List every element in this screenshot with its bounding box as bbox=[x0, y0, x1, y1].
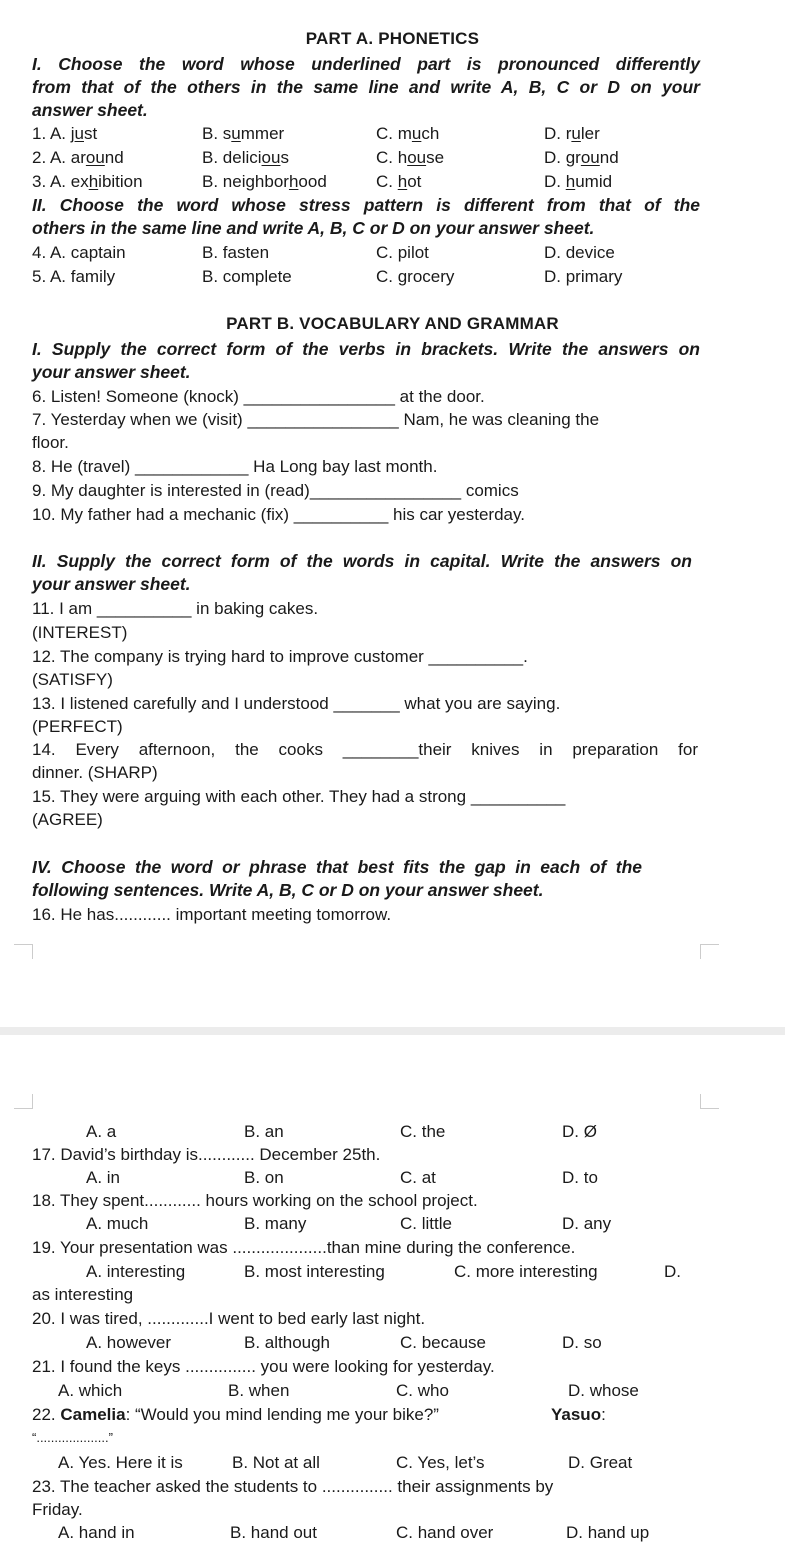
option-5a: 5. A. family bbox=[32, 267, 116, 286]
underlined-part: ou bbox=[261, 148, 281, 167]
option-22c: C. Yes, let’s bbox=[396, 1453, 485, 1472]
option-21b: B. when bbox=[228, 1381, 290, 1400]
question-20: 20. I was tired, .............I went to bed early last night. bbox=[32, 1309, 426, 1328]
section-instruction: your answer sheet. bbox=[32, 362, 191, 382]
question-7: 7. Yesterday when we (visit) ________________ Nam, he was cleaning the bbox=[32, 410, 600, 429]
section-instruction: following sentences. Write A, B, C or D on your answer sheet. bbox=[32, 880, 544, 900]
question-21: 21. I found the keys ............... you were looking for yesterday. bbox=[32, 1357, 495, 1376]
option-5b: B. complete bbox=[202, 267, 292, 286]
speaker-name: Camelia bbox=[60, 1405, 126, 1424]
part-a-title: PART A. PHONETICS bbox=[305, 29, 480, 48]
option-16b: B. an bbox=[244, 1122, 284, 1141]
answer-blank: ________________ bbox=[247, 410, 399, 429]
section-instruction: II. Choose the word whose stress pattern is different from that of the bbox=[32, 195, 700, 215]
question-11: 11. I am __________ in baking cakes. bbox=[32, 599, 319, 618]
answer-blank: _______ bbox=[333, 694, 400, 713]
answer-blank: __________ bbox=[96, 599, 192, 618]
question-7-cont: floor. bbox=[32, 433, 69, 452]
question-10: 10. My father had a mechanic (fix) __________ his car yesterday. bbox=[32, 505, 525, 524]
option-20a: A. however bbox=[86, 1333, 172, 1352]
option-22d: D. Great bbox=[568, 1453, 633, 1472]
option-19d-cont: as interesting bbox=[32, 1285, 134, 1304]
section-instruction: I. Choose the word whose underlined part is pronounced differently bbox=[32, 54, 700, 74]
option-18b: B. many bbox=[244, 1214, 307, 1233]
section-instruction: others in the same line and write A, B, C or D on your answer sheet. bbox=[32, 218, 595, 238]
option-3a: 3. A. exhibition bbox=[32, 172, 143, 191]
option-16a: A. a bbox=[86, 1122, 117, 1141]
answer-blank: ________________ bbox=[309, 481, 462, 500]
section-instruction: your answer sheet. bbox=[32, 574, 191, 594]
corner-mark bbox=[700, 1094, 719, 1109]
underlined-part: u bbox=[231, 124, 241, 143]
option-4b: B. fasten bbox=[202, 243, 270, 262]
option-17c: C. at bbox=[400, 1168, 436, 1187]
underlined-part: h bbox=[288, 172, 299, 191]
option-23b: B. hand out bbox=[230, 1523, 317, 1542]
option-16c: C. the bbox=[400, 1122, 446, 1141]
option-19c: C. more interesting bbox=[454, 1262, 598, 1281]
option-21d: D. whose bbox=[568, 1381, 639, 1400]
option-21a: A. which bbox=[58, 1381, 123, 1400]
section-instruction: IV. Choose the word or phrase that best fits the gap in each of the bbox=[32, 857, 642, 877]
option-19d: D. bbox=[664, 1262, 681, 1281]
question-11-word: (INTEREST) bbox=[32, 623, 128, 642]
underlined-part: h bbox=[565, 172, 576, 191]
question-13: 13. I listened carefully and I understood _______ what you are saying. bbox=[32, 694, 561, 713]
question-8: 8. He (travel) ____________ Ha Long bay last month. bbox=[32, 457, 438, 476]
option-4d: D. device bbox=[544, 243, 615, 262]
question-17: 17. David’s birthday is............ December 25th. bbox=[32, 1145, 381, 1164]
option-1b: B. summer bbox=[202, 124, 285, 143]
underlined-part: u bbox=[571, 124, 581, 143]
option-3c: C. hot bbox=[376, 172, 422, 191]
option-2c: C. house bbox=[376, 148, 445, 167]
question-23: 23. The teacher asked the students to ............... their assignments by bbox=[32, 1477, 554, 1496]
question-18: 18. They spent............ hours working on the school project. bbox=[32, 1191, 478, 1210]
question-14-cont: dinner. (SHARP) bbox=[32, 763, 158, 782]
option-2b: B. delicious bbox=[202, 148, 289, 167]
option-1c: C. much bbox=[376, 124, 440, 143]
option-23c: C. hand over bbox=[396, 1523, 494, 1542]
underlined-part: ou bbox=[580, 148, 600, 167]
option-18d: D. any bbox=[562, 1214, 612, 1233]
answer-blank: __________ bbox=[470, 787, 566, 806]
speaker-name: Yasuo bbox=[551, 1405, 602, 1424]
question-15: 15. They were arguing with each other. They had a strong __________ bbox=[32, 787, 566, 806]
answer-blank: __________ bbox=[428, 647, 524, 666]
question-23-cont: Friday. bbox=[32, 1500, 83, 1519]
section-instruction: answer sheet. bbox=[32, 100, 148, 120]
section-instruction: I. Supply the correct form of the verbs in brackets. Write the answers on bbox=[32, 339, 700, 359]
section-instruction: II. Supply the correct form of the words in capital. Write the answers on bbox=[32, 551, 692, 571]
option-17b: B. on bbox=[244, 1168, 284, 1187]
question-22: 22. Camelia: “Would you mind lending me your bike?” bbox=[32, 1405, 439, 1424]
option-23a: A. hand in bbox=[58, 1523, 135, 1542]
question-13-word: (PERFECT) bbox=[32, 717, 123, 736]
option-22a: A. Yes. Here it is bbox=[58, 1453, 183, 1472]
answer-blank: ____________ bbox=[134, 457, 249, 476]
underlined-part: ou bbox=[407, 148, 427, 167]
option-19b: B. most interesting bbox=[244, 1262, 385, 1281]
part-b-title: PART B. VOCABULARY AND GRAMMAR bbox=[226, 314, 559, 333]
option-17d: D. to bbox=[562, 1168, 598, 1187]
section-instruction: from that of the others in the same line and write A, B, C or D on your bbox=[32, 77, 700, 97]
option-1a: 1. A. just bbox=[32, 124, 98, 143]
option-3d: D. humid bbox=[544, 172, 613, 191]
question-6: 6. Listen! Someone (knock) ________________ at the door. bbox=[32, 387, 485, 406]
underlined-part: h bbox=[88, 172, 99, 191]
underlined-part: u bbox=[74, 124, 84, 143]
option-22b: B. Not at all bbox=[232, 1453, 320, 1472]
question-16: 16. He has............ important meeting tomorrow. bbox=[32, 905, 392, 924]
option-20d: D. so bbox=[562, 1333, 602, 1352]
corner-mark bbox=[14, 1094, 33, 1109]
corner-mark bbox=[14, 944, 33, 959]
option-21c: C. who bbox=[396, 1381, 449, 1400]
option-20c: C. because bbox=[400, 1333, 486, 1352]
underlined-part: h bbox=[397, 172, 408, 191]
question-14: 14. Every afternoon, the cooks ________their knives in preparation for bbox=[32, 740, 698, 759]
underlined-part: ou bbox=[85, 148, 105, 167]
option-23d: D. hand up bbox=[566, 1523, 650, 1542]
question-19: 19. Your presentation was ....................than mine during the conference. bbox=[32, 1238, 576, 1257]
option-4a: 4. A. captain bbox=[32, 243, 126, 262]
option-16d: D. Ø bbox=[562, 1122, 597, 1141]
option-5c: C. grocery bbox=[376, 267, 455, 286]
question-12: 12. The company is trying hard to improve customer __________. bbox=[32, 647, 528, 666]
option-3b: B. neighborhood bbox=[202, 172, 327, 191]
option-17a: A. in bbox=[86, 1168, 121, 1187]
page-separator bbox=[0, 1027, 785, 1035]
option-4c: C. pilot bbox=[376, 243, 429, 262]
question-9: 9. My daughter is interested in (read)________________ comics bbox=[32, 481, 519, 500]
option-2a: 2. A. around bbox=[32, 148, 124, 167]
question-15-word: (AGREE) bbox=[32, 810, 103, 829]
corner-mark bbox=[700, 944, 719, 959]
answer-blank: __________ bbox=[293, 505, 389, 524]
option-19a: A. interesting bbox=[86, 1262, 186, 1281]
answer-blank: ________________ bbox=[243, 387, 395, 406]
option-2d: D. ground bbox=[544, 148, 619, 167]
question-22-reply: “....................” bbox=[32, 1430, 113, 1445]
option-18c: C. little bbox=[400, 1214, 452, 1233]
option-1d: D. ruler bbox=[544, 124, 600, 143]
question-12-word: (SATISFY) bbox=[32, 670, 113, 689]
option-20b: B. although bbox=[244, 1333, 331, 1352]
option-18a: A. much bbox=[86, 1214, 149, 1233]
question-22-speaker2: Yasuo: bbox=[551, 1405, 606, 1424]
option-5d: D. primary bbox=[544, 267, 623, 286]
underlined-part: u bbox=[411, 124, 422, 143]
